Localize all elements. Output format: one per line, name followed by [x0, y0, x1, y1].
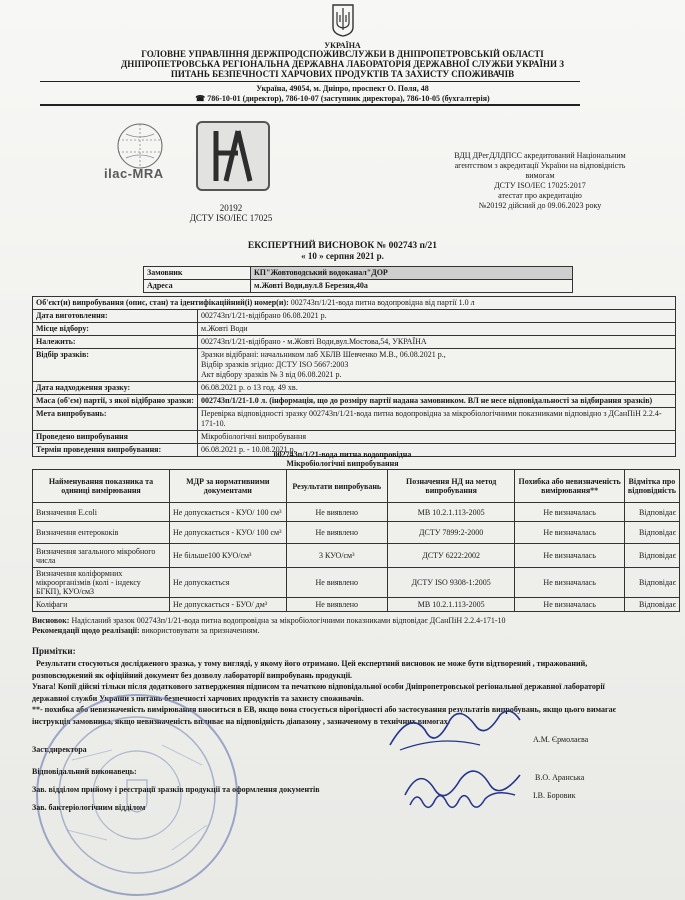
result-cell: Не виявлено [286, 598, 387, 612]
results-row [33, 544, 680, 568]
document-title: ЕКСПЕРТНИЙ ВИСНОВОК № 002743 п/21 [247, 241, 438, 251]
note-line: інструкція замовника, якщо невизначеність впливає на відповідність діапазону , зазначеному в технічних вимогах. [32, 716, 450, 726]
header-rule-top [40, 81, 580, 82]
header-cell: МДР за нормативними документами [170, 470, 287, 503]
note-line: Результати стосуються дослідженого зразка, у тому вигляді, у якому його отримано. Цей експертний висновок не може бути відтворений , тиражований, [36, 659, 588, 668]
signature-name: І.В. Боровик [533, 791, 576, 800]
header-cell: Похибка або невизначеність вимірювання** [515, 470, 624, 503]
cert-standard: ДСТУ ISO/IEC 17025 [189, 213, 273, 223]
object-cell [33, 297, 676, 310]
results-header-row [33, 470, 680, 503]
result-cell: Не виявлено [286, 522, 387, 544]
results-row [33, 522, 680, 544]
header-address: Україна, 49054, м. Дніпро, проспект О. Поля, 48 [256, 84, 429, 93]
client-value: КП"Жовтоводський водоканал"ДОР [251, 267, 573, 280]
results-table [32, 469, 680, 612]
conclusion-label: Висновок: [32, 616, 70, 625]
conclusion-text: Надісланий зразок 002743п/1/21-вода питна водопровідна за мікробіологічними показниками відповідає ДСанПіН 2.2.4-171-10 [71, 616, 506, 625]
accreditation-mark-icon [198, 123, 268, 189]
info-value: 002743п/1/21-1.0 л. (інформація, що до розміру партії надана замовником. ВЛ не несе відповідальності за відбирання зразків) [198, 395, 676, 408]
recommendation-text: використовувати за призначенням. [141, 626, 260, 635]
header-cell: Позначення НД на метод випробування [387, 470, 515, 503]
result-cell: Відповідає [624, 568, 679, 598]
info-row [33, 382, 676, 395]
ilac-label: ilac-MRA [104, 166, 164, 181]
signature-role: Зав. відділом прийому і реєстрації зразків продукції та оформлення документів [32, 785, 320, 794]
result-cell: Колiфаги [33, 598, 170, 612]
info-row [33, 310, 676, 323]
results-row [33, 503, 680, 522]
result-cell: МВ 10.2.1.113-2005 [387, 598, 515, 612]
result-cell: Не допускається - КУО/ 100 см³ [170, 503, 287, 522]
header-org-1: ГОЛОВНЕ УПРАВЛІННЯ ДЕРЖПРОДСПОЖИВСЛУЖБИ В ДНІПРОПЕТРОВСЬКІЙ ОБЛАСТІ [141, 49, 544, 59]
results-caption: 002743п/1/21-вода питна водопровідна [273, 450, 412, 459]
sample-info-table [32, 296, 676, 457]
info-label: Відбір зразків: [33, 349, 198, 382]
info-label: Проведено випробування [33, 431, 198, 444]
results-row [33, 568, 680, 598]
signature-3-icon [405, 785, 525, 815]
info-label: Дата надходження зразку: [33, 382, 198, 395]
header-rule-bottom [40, 104, 580, 106]
info-value: 002743п/1/21-відібрано 06.08.2021 р. [198, 310, 676, 323]
cert-number: 20192 [219, 203, 243, 213]
accreditation-line: вимогам [525, 171, 555, 180]
accreditation-line: ВДЦ ДРегДЛДПСС акредитований Національним [454, 151, 626, 160]
info-value: 06.08.2021 р. - 10.08.2021 р. [198, 444, 676, 457]
client-row [144, 280, 573, 293]
note-line: **- похибка або невизначеність вимірювання вноситься в ЕВ, якщо вона стосується вірогідності або застосування результатів випробувань, якщо цього вимагає [32, 705, 617, 714]
result-cell: ДСТУ ISO 9308-1:2005 [387, 568, 515, 598]
result-cell: Не визначалась [515, 503, 624, 522]
ilac-mra-logo [100, 120, 180, 190]
info-row [33, 336, 676, 349]
accreditation-emblem [196, 121, 270, 191]
header-cell: Відмітка про відповідність [624, 470, 679, 503]
result-cell: Не допускається - КУО/ 100 см³ [170, 522, 287, 544]
recommendation [32, 626, 672, 636]
result-cell: Не визначалась [515, 568, 624, 598]
result-cell: Не допускається [170, 568, 287, 598]
client-value: м.Жовті Води,вул.8 Березня,40а [251, 280, 573, 293]
signature-1-icon [380, 700, 530, 760]
result-cell: Визначення загального мікробного числа [33, 544, 170, 568]
client-label: Замовник [144, 267, 251, 280]
round-stamp-icon [32, 690, 242, 900]
object-label: Об'єкт(и) випробування (опис, стан) та ідентифікаційний(і) номер(и): [36, 298, 289, 307]
header-cell: Результати випробувань [286, 470, 387, 503]
info-label: Дата виготовлення: [33, 310, 198, 323]
result-cell: Не допускається - БУО/ дм³ [170, 598, 287, 612]
info-label: Термін проведення випробування: [33, 444, 198, 457]
info-value: Перевірка відповідності зразку 002743п/1/21-вода питна водопровідна за мікробіологічними показниками відповідно з ДСанПіН 2.2.4-171-10. [198, 408, 676, 431]
recommendation-label: Рекомендації щодо реалізації: [32, 626, 140, 635]
accreditation-line: агентством з акредитації України на відповідність [454, 161, 626, 170]
accreditation-line: №20192 дійсний до 09.06.2023 року [478, 201, 602, 210]
result-cell: Не виявлено [286, 503, 387, 522]
header-org-3: ПИТАНЬ БЕЗПЕЧНОСТІ ХАРЧОВИХ ПРОДУКТІВ ТА ЗАХИСТУ СПОЖИВАЧІВ [170, 69, 515, 79]
info-label: Маса (об'єм) партії, з якої відібрано зразки: [33, 395, 198, 408]
accreditation-line: ДСТУ ISO/IEC 17025:2017 [494, 181, 586, 190]
note-line: Увага! Копії дійсні тільки після додаткового затвердження підписом та печаткою відповідальної особи Дніпропетровської регіональної державної лабораторії [32, 682, 605, 691]
results-row [33, 598, 680, 612]
object-value: 002743п/1/21-вода питна водопровідна від партії 1.0 л [290, 298, 475, 307]
info-value: Мікробіологічні випробування [198, 431, 676, 444]
info-value: 06.08.2021 р. о 13 год. 49 хв. [198, 382, 676, 395]
header-cell: Найменування показника та одиниці вимірювання [33, 470, 170, 503]
info-row [33, 349, 676, 382]
result-cell: МВ 10.2.1.113-2005 [387, 503, 515, 522]
info-value: Зразки відібрані: начальником лаб ХБЛВ Шевченко М.В., 06.08.2021 р., Відбір зразків згідно: ДСТУ ISO 5667:2003 Акт відбору зразків № 3 від 06.08.2021 р. [198, 349, 676, 382]
signature-role: Заст.директора [32, 745, 87, 754]
client-row [144, 267, 573, 280]
accreditation-text [420, 151, 660, 211]
document-date: « 10 » серпня 2021 р. [301, 251, 384, 261]
signature-name: А.М. Єрмолаєва [533, 735, 589, 744]
info-label: Мета випробувань: [33, 408, 198, 431]
header-phones: ☎ 786-10-01 (директор), 786-10-07 (заступник директора), 786-10-05 (бухгалтерія) [195, 94, 490, 103]
result-cell: Не більше100 КУО/см³ [170, 544, 287, 568]
result-cell: Не визначалась [515, 598, 624, 612]
result-cell: Відповідає [624, 522, 679, 544]
result-cell: Визначення E.coli [33, 503, 170, 522]
info-row [33, 323, 676, 336]
result-cell: Визначення колiформних мікроорганізмів (колі - індексу БГКП), КУО/см3 [33, 568, 170, 598]
signature-role: Відповідальний виконавець: [32, 767, 137, 776]
result-cell: Відповідає [624, 598, 679, 612]
header-country: УКРАЇНА [324, 41, 361, 50]
result-cell: 3 КУО/см³ [286, 544, 387, 568]
signature-role: Зав. бактеріологічним відділом [32, 803, 146, 812]
client-table [143, 266, 573, 293]
result-cell: Не визначалась [515, 544, 624, 568]
result-cell: Відповідає [624, 544, 679, 568]
accreditation-line: атестат про акредитацію [498, 191, 582, 200]
result-cell: Не виявлено [286, 568, 387, 598]
conclusion [32, 616, 672, 626]
info-row [33, 431, 676, 444]
info-row [33, 395, 676, 408]
info-value: 002743п/1/21-відібрано - м.Жовті Води,вул.Мостова,54, УКРАЇНА [198, 336, 676, 349]
result-cell: Відповідає [624, 503, 679, 522]
note-line: розповсюджений як офіційний документ без дозволу лабораторії випробувань продукції. [32, 670, 353, 680]
result-cell: ДСТУ 7899:2-2000 [387, 522, 515, 544]
object-row [33, 297, 676, 310]
coat-of-arms-icon [331, 3, 355, 37]
result-cell: Визначення ентерококів [33, 522, 170, 544]
note-line: державної служби України з питань безпечності харчових продуктів та захисту споживачів. [32, 693, 364, 703]
info-row [33, 408, 676, 431]
signature-name: В.О. Аранська [535, 773, 585, 782]
notes-title: Примітки: [32, 646, 76, 656]
results-subcaption: Мікробіологічні випробування [286, 459, 399, 468]
header-org-2: ДНІПРОПЕТРОВСЬКА РЕГІОНАЛЬНА ДЕРЖАВНА ЛАБОРАТОРІЯ ДЕРЖАВНОЇ СЛУЖБИ УКРАЇНИ З [121, 59, 564, 69]
result-cell: ДСТУ 6222:2002 [387, 544, 515, 568]
client-label: Адреса [144, 280, 251, 293]
info-label: Місце відбору: [33, 323, 198, 336]
info-label: Належить: [33, 336, 198, 349]
info-value: м.Жовті Води [198, 323, 676, 336]
result-cell: Не визначалась [515, 522, 624, 544]
